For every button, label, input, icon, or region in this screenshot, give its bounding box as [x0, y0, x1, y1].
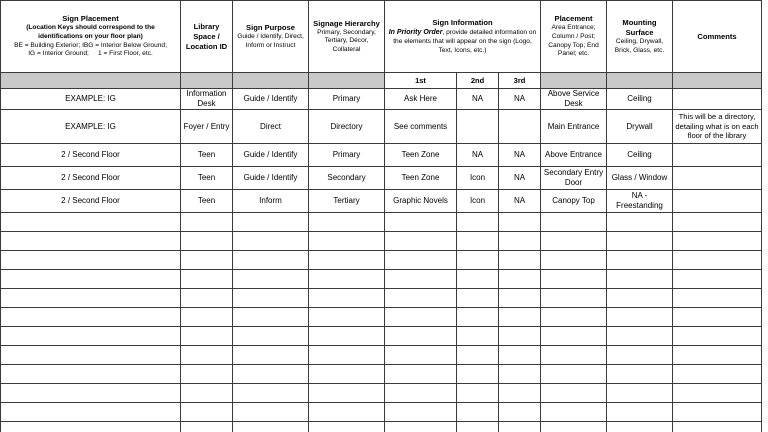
empty-cell[interactable] [673, 384, 762, 403]
table-row [1, 190, 762, 213]
empty-cell[interactable] [607, 289, 673, 308]
empty-cell[interactable] [541, 327, 607, 346]
empty-cell[interactable] [309, 327, 385, 346]
empty-cell[interactable] [607, 346, 673, 365]
header-signage-hierarchy: Signage Hierarchy Primary, Secondary, Tertiary, Décor, Collateral [309, 1, 385, 73]
empty-row [1, 270, 762, 289]
empty-cell[interactable] [607, 251, 673, 270]
cell-space[interactable]: Teen [181, 144, 233, 167]
empty-cell[interactable] [541, 346, 607, 365]
empty-cell[interactable] [385, 346, 457, 365]
empty-cell[interactable] [673, 365, 762, 384]
empty-cell[interactable] [181, 308, 233, 327]
empty-cell[interactable] [673, 403, 762, 422]
cell-info-1st[interactable]: Teen Zone [385, 144, 457, 167]
cell-surface[interactable]: Ceiling [607, 144, 673, 167]
cell-hierarchy[interactable]: Primary [309, 89, 385, 110]
empty-cell[interactable] [309, 213, 385, 232]
empty-cell[interactable] [181, 327, 233, 346]
empty-cell[interactable] [309, 422, 385, 432]
cell-surface[interactable]: Drywall [607, 110, 673, 144]
subheader-blank [607, 73, 673, 89]
empty-cell[interactable] [1, 365, 181, 384]
empty-cell[interactable] [1, 346, 181, 365]
cell-info-1st[interactable]: Teen Zone [385, 167, 457, 190]
empty-row [1, 384, 762, 403]
cell-location[interactable]: Main Entrance [541, 110, 607, 144]
empty-cell[interactable] [457, 365, 499, 384]
empty-cell[interactable] [181, 422, 233, 432]
empty-cell[interactable] [499, 213, 541, 232]
empty-cell[interactable] [385, 251, 457, 270]
table-row [1, 144, 762, 167]
empty-cell[interactable] [233, 422, 309, 432]
subheader-blank [309, 73, 385, 89]
empty-cell[interactable] [181, 346, 233, 365]
empty-cell[interactable] [607, 213, 673, 232]
cell-info-2nd[interactable] [457, 110, 499, 144]
cell-info-3rd[interactable]: NA [499, 190, 541, 213]
cell-surface[interactable]: NA - Freestanding [607, 190, 673, 213]
empty-cell[interactable] [541, 232, 607, 251]
empty-cell[interactable] [385, 213, 457, 232]
empty-cell[interactable] [309, 270, 385, 289]
empty-cell[interactable] [233, 308, 309, 327]
cell-info-1st[interactable]: Graphic Novels [385, 190, 457, 213]
cell-placement[interactable]: 2 / Second Floor [1, 167, 181, 190]
cell-purpose[interactable]: Guide / Identify [233, 144, 309, 167]
subheader-blank [541, 73, 607, 89]
empty-row [1, 289, 762, 308]
cell-space[interactable]: Teen [181, 167, 233, 190]
empty-cell[interactable] [673, 213, 762, 232]
empty-row [1, 365, 762, 384]
empty-cell[interactable] [607, 403, 673, 422]
header-sign-placement: Sign Placement (Location Keys should correspond to the identifications on your floor plan) BE = Building Exterior; IBG = Interior Below Ground; IG = Interior Ground; 1 = First Floor, etc. [1, 1, 181, 73]
empty-row [1, 403, 762, 422]
empty-row [1, 213, 762, 232]
table-row [1, 110, 762, 144]
cell-info-2nd[interactable]: NA [457, 144, 499, 167]
empty-cell[interactable] [233, 270, 309, 289]
empty-row [1, 251, 762, 270]
priority-first: 1st [385, 73, 457, 89]
empty-cell[interactable] [457, 308, 499, 327]
empty-cell[interactable] [457, 270, 499, 289]
cell-location[interactable]: Canopy Top [541, 190, 607, 213]
cell-info-2nd[interactable]: NA [457, 89, 499, 110]
empty-cell[interactable] [1, 232, 181, 251]
empty-cell[interactable] [607, 270, 673, 289]
cell-surface[interactable]: Glass / Window [607, 167, 673, 190]
empty-cell[interactable] [309, 232, 385, 251]
cell-purpose[interactable]: Guide / Identify [233, 167, 309, 190]
empty-cell[interactable] [673, 232, 762, 251]
empty-cell[interactable] [385, 270, 457, 289]
cell-hierarchy[interactable]: Directory [309, 110, 385, 144]
empty-cell[interactable] [607, 365, 673, 384]
cell-surface[interactable]: Ceiling [607, 89, 673, 110]
priority-subheader-row [1, 73, 762, 89]
empty-cell[interactable] [385, 403, 457, 422]
empty-cell[interactable] [457, 327, 499, 346]
empty-cell[interactable] [181, 270, 233, 289]
header-mounting-surface: Mounting Surface Ceiling, Drywall, Brick, Glass, etc. [607, 1, 673, 73]
empty-cell[interactable] [499, 346, 541, 365]
cell-comments[interactable] [673, 190, 762, 213]
empty-cell[interactable] [499, 327, 541, 346]
empty-cell[interactable] [1, 403, 181, 422]
empty-cell[interactable] [1, 422, 181, 432]
empty-cell[interactable] [673, 308, 762, 327]
empty-row [1, 232, 762, 251]
empty-cell[interactable] [607, 422, 673, 432]
empty-cell[interactable] [233, 232, 309, 251]
cell-hierarchy[interactable]: Tertiary [309, 190, 385, 213]
empty-row [1, 422, 762, 432]
empty-cell[interactable] [385, 308, 457, 327]
empty-cell[interactable] [499, 289, 541, 308]
empty-cell[interactable] [541, 422, 607, 432]
cell-info-2nd[interactable]: Icon [457, 167, 499, 190]
cell-purpose[interactable]: Direct [233, 110, 309, 144]
empty-cell[interactable] [457, 422, 499, 432]
empty-cell[interactable] [541, 270, 607, 289]
empty-cell[interactable] [181, 251, 233, 270]
empty-cell[interactable] [457, 346, 499, 365]
empty-cell[interactable] [233, 365, 309, 384]
empty-cell[interactable] [385, 289, 457, 308]
cell-comments[interactable] [673, 89, 762, 110]
empty-cell[interactable] [499, 365, 541, 384]
empty-cell[interactable] [499, 308, 541, 327]
cell-placement[interactable]: 2 / Second Floor [1, 190, 181, 213]
cell-purpose[interactable]: Guide / Identify [233, 89, 309, 110]
cell-comments[interactable] [673, 144, 762, 167]
empty-cell[interactable] [541, 384, 607, 403]
empty-cell[interactable] [233, 213, 309, 232]
empty-cell[interactable] [673, 289, 762, 308]
cell-info-3rd[interactable]: NA [499, 144, 541, 167]
header-comments: Comments [673, 1, 762, 73]
empty-cell[interactable] [607, 308, 673, 327]
empty-cell[interactable] [607, 384, 673, 403]
empty-cell[interactable] [181, 232, 233, 251]
header-sign-information: Sign Information In Priority Order, provide detailed information on the elements that will appear on the sign (Logo, Text, Icons, etc.) [385, 1, 541, 73]
cell-comments[interactable] [673, 167, 762, 190]
header-row [1, 1, 762, 73]
priority-third: 3rd [499, 73, 541, 89]
table-row [1, 167, 762, 190]
cell-space[interactable]: Teen [181, 190, 233, 213]
empty-cell[interactable] [385, 327, 457, 346]
cell-location[interactable]: Above Entrance [541, 144, 607, 167]
cell-location[interactable]: Above Service Desk [541, 89, 607, 110]
empty-cell[interactable] [233, 346, 309, 365]
empty-cell[interactable] [309, 403, 385, 422]
cell-info-1st[interactable]: Ask Here [385, 89, 457, 110]
cell-hierarchy[interactable]: Secondary [309, 167, 385, 190]
cell-info-3rd[interactable] [499, 110, 541, 144]
empty-row [1, 327, 762, 346]
cell-info-3rd[interactable]: NA [499, 167, 541, 190]
empty-cell[interactable] [499, 251, 541, 270]
empty-row [1, 346, 762, 365]
header-placement: Placement Area Entrance; Column / Post; Canopy Top; End Panel; etc. [541, 1, 607, 73]
empty-cell[interactable] [1, 270, 181, 289]
empty-cell[interactable] [309, 346, 385, 365]
empty-cell[interactable] [181, 289, 233, 308]
empty-cell[interactable] [309, 384, 385, 403]
empty-cell[interactable] [541, 289, 607, 308]
empty-cell[interactable] [673, 327, 762, 346]
empty-cell[interactable] [499, 384, 541, 403]
empty-cell[interactable] [673, 270, 762, 289]
empty-cell[interactable] [673, 346, 762, 365]
empty-cell[interactable] [607, 232, 673, 251]
empty-rows [1, 213, 762, 432]
cell-hierarchy[interactable]: Primary [309, 144, 385, 167]
cell-info-1st[interactable]: See comments [385, 110, 457, 144]
empty-cell[interactable] [181, 365, 233, 384]
empty-cell[interactable] [607, 327, 673, 346]
empty-cell[interactable] [233, 289, 309, 308]
header-sign-purpose: Sign Purpose Guide / Identify, Direct, Inform or Instruct [233, 1, 309, 73]
empty-cell[interactable] [457, 403, 499, 422]
empty-cell[interactable] [457, 384, 499, 403]
empty-cell[interactable] [673, 422, 762, 432]
empty-cell[interactable] [541, 308, 607, 327]
empty-cell[interactable] [181, 403, 233, 422]
empty-cell[interactable] [541, 213, 607, 232]
empty-cell[interactable] [385, 384, 457, 403]
cell-info-3rd[interactable]: NA [499, 89, 541, 110]
table-row [1, 89, 762, 110]
cell-placement[interactable]: EXAMPLE: IG [1, 110, 181, 144]
empty-cell[interactable] [385, 422, 457, 432]
cell-location[interactable]: Secondary Entry Door [541, 167, 607, 190]
empty-cell[interactable] [457, 232, 499, 251]
cell-comments[interactable]: This will be a directory, detailing what is on each floor of the library [673, 110, 762, 144]
empty-cell[interactable] [457, 213, 499, 232]
empty-row [1, 308, 762, 327]
empty-cell[interactable] [233, 251, 309, 270]
cell-placement[interactable]: EXAMPLE: IG [1, 89, 181, 110]
cell-space[interactable]: Foyer / Entry [181, 110, 233, 144]
subheader-blank [233, 73, 309, 89]
priority-second: 2nd [457, 73, 499, 89]
empty-cell[interactable] [499, 232, 541, 251]
empty-cell[interactable] [385, 365, 457, 384]
empty-cell[interactable] [309, 308, 385, 327]
empty-cell[interactable] [541, 403, 607, 422]
empty-cell[interactable] [181, 213, 233, 232]
empty-cell[interactable] [1, 213, 181, 232]
subheader-blank [181, 73, 233, 89]
empty-cell[interactable] [457, 289, 499, 308]
empty-cell[interactable] [385, 232, 457, 251]
empty-cell[interactable] [309, 365, 385, 384]
empty-cell[interactable] [673, 251, 762, 270]
empty-cell[interactable] [1, 327, 181, 346]
empty-cell[interactable] [309, 251, 385, 270]
header-library-space: Library Space / Location ID [181, 1, 233, 73]
cell-purpose[interactable]: Inform [233, 190, 309, 213]
empty-cell[interactable] [499, 270, 541, 289]
subheader-blank [1, 73, 181, 89]
empty-cell[interactable] [541, 251, 607, 270]
empty-cell[interactable] [1, 384, 181, 403]
empty-cell[interactable] [181, 384, 233, 403]
empty-cell[interactable] [499, 403, 541, 422]
cell-space[interactable]: Information Desk [181, 89, 233, 110]
empty-cell[interactable] [1, 308, 181, 327]
subheader-blank [673, 73, 762, 89]
cell-info-2nd[interactable]: Icon [457, 190, 499, 213]
cell-placement[interactable]: 2 / Second Floor [1, 144, 181, 167]
empty-cell[interactable] [1, 251, 181, 270]
empty-cell[interactable] [457, 251, 499, 270]
empty-cell[interactable] [541, 365, 607, 384]
empty-cell[interactable] [1, 289, 181, 308]
empty-cell[interactable] [233, 384, 309, 403]
empty-cell[interactable] [233, 403, 309, 422]
empty-cell[interactable] [309, 289, 385, 308]
empty-cell[interactable] [233, 327, 309, 346]
empty-cell[interactable] [499, 422, 541, 432]
